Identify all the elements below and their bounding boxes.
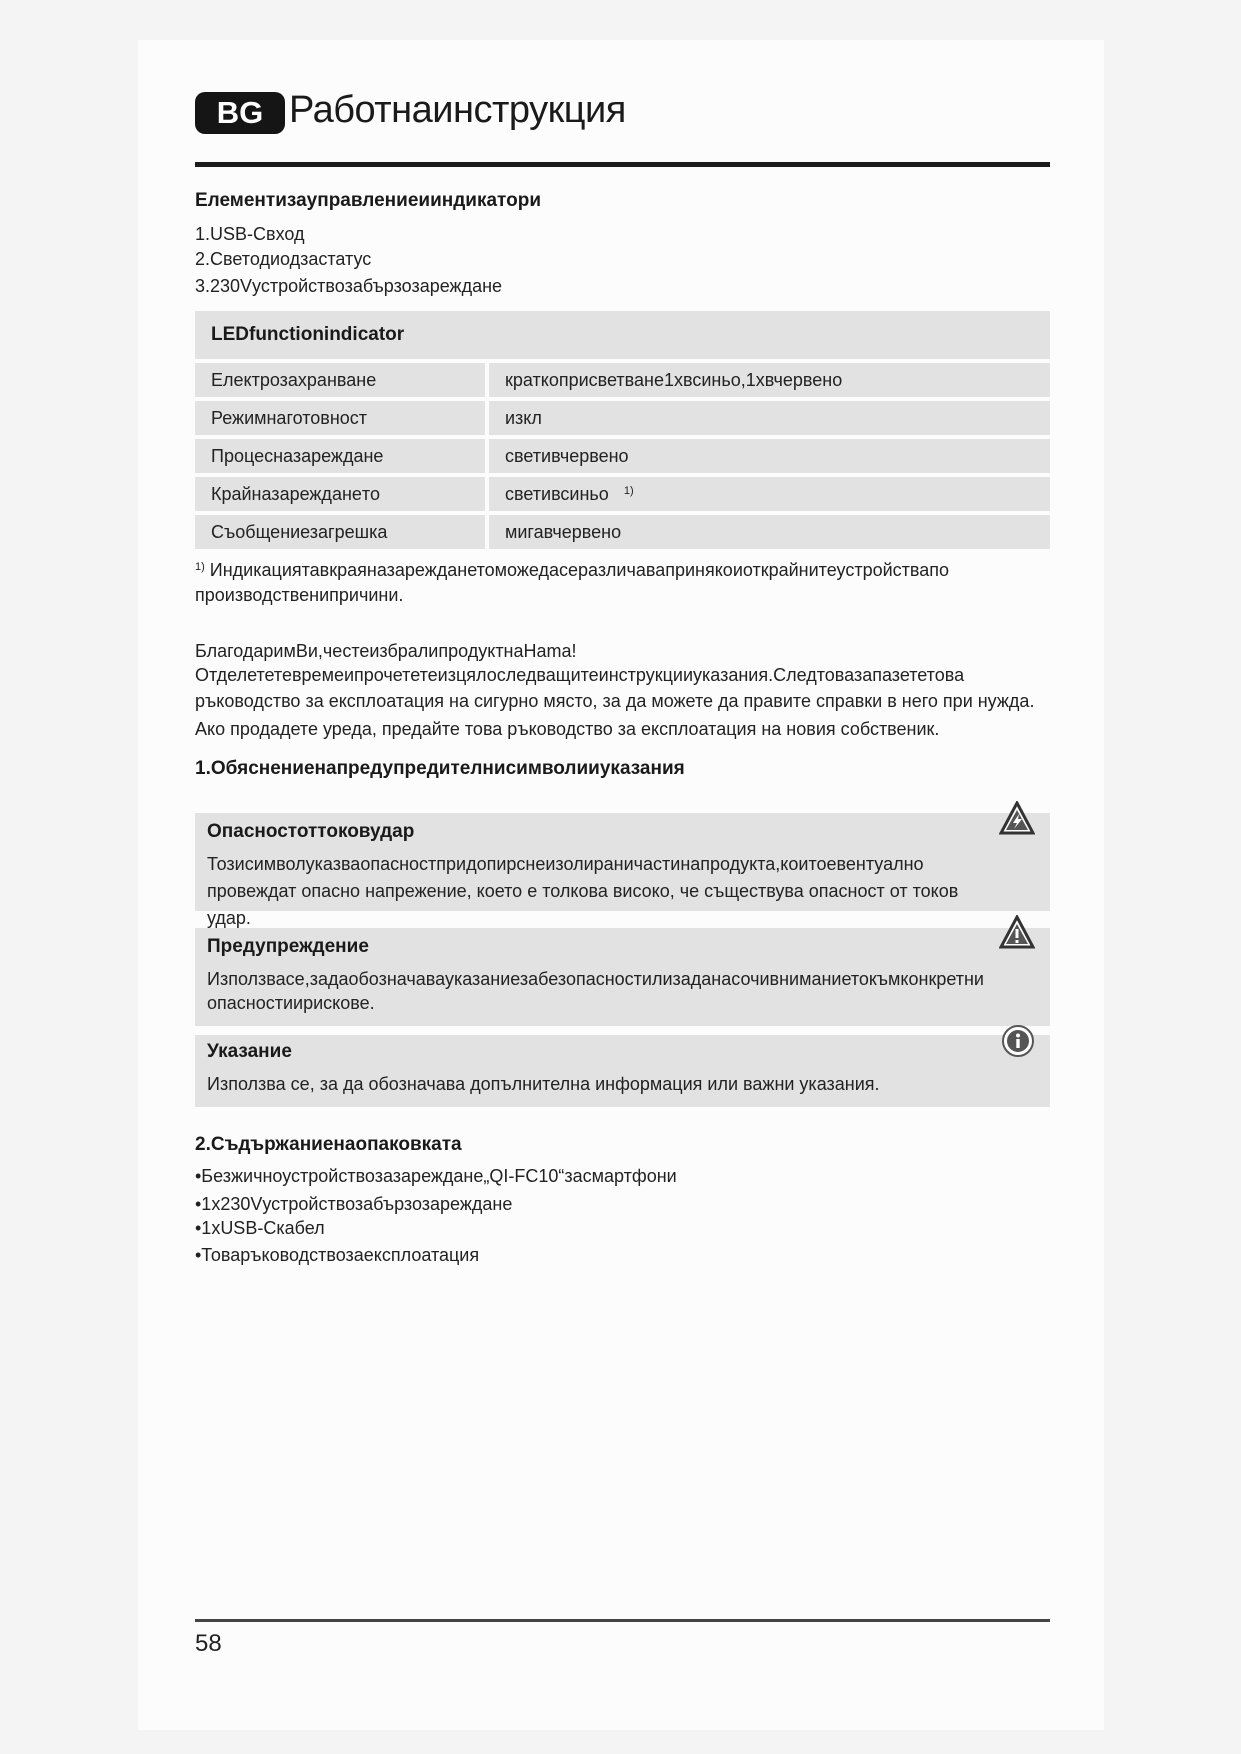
intro-text: Отделететевремеипрочететеизцялоследващитеинструкцииуказания.Следтовазапазететова [195, 665, 965, 685]
controls-heading: Елементизауправлениеииндикатори [195, 190, 542, 211]
table-cell-text: светивсиньо [505, 483, 609, 504]
table-row [195, 515, 1050, 549]
danger-box [195, 813, 1050, 928]
intro-text: БлагодаримВи,честеизбралипродуктнаHama! [195, 641, 577, 661]
warning-text: Използвасе,задаобозначавауказаниезабезопасностилизаданасочивниманиетокъмконкретни [207, 969, 984, 989]
list-item: •Безжичноустройствозазареждане„QI-FC10“засмартфони [195, 1166, 677, 1186]
table-header: LEDfunctionindicator [195, 311, 1050, 359]
table-cell-value [489, 477, 1050, 511]
footnote-continuation: производственипричини. [195, 585, 404, 605]
list-item: •1x230Vустройствозабързозареждане [195, 1194, 513, 1214]
table-row [195, 477, 1050, 511]
table-cell-value: краткоприсветване1хвсиньо,1хвчервено [489, 363, 1050, 397]
footer-rule [195, 1619, 1050, 1622]
footnote [195, 554, 949, 583]
table-row [195, 363, 1050, 397]
note-title: Указание [207, 1041, 292, 1062]
page-header [195, 86, 1050, 167]
table-cell-value: изкл [489, 401, 1050, 435]
list-item: •Товаръководствозаексплоатация [195, 1245, 480, 1265]
led-function-table [195, 307, 1050, 553]
footnote-marker: 1) [195, 561, 205, 573]
warning-title: Предупреждение [207, 936, 369, 957]
document-title: Работнаинструкция [289, 89, 626, 131]
warning-triangle-icon [999, 915, 1035, 949]
warning-box [195, 928, 1050, 1026]
table-cell-label: Крайназарежданeто [195, 477, 489, 511]
table-cell-value: мигавчервено [489, 515, 1050, 549]
table-cell-label: Процесназареждане [195, 439, 489, 473]
controls-item: 1.USB-Свход [195, 224, 305, 244]
warning-text: опасностиирискове. [207, 993, 375, 1013]
table-cell-label: Режимнаготовност [195, 401, 489, 435]
page-number: 58 [195, 1630, 222, 1657]
note-text: Използва се, за да обозначава допълнителна информация или важни указания. [207, 1074, 880, 1094]
note-box [195, 1035, 1050, 1107]
list-item: •1xUSB-Скабел [195, 1218, 325, 1238]
section2-heading: 2.Съдържаниенаопаковката [195, 1134, 462, 1155]
table-row [195, 401, 1050, 435]
language-badge: BG [195, 92, 285, 134]
danger-title: Опасностоттоковудар [207, 821, 415, 842]
intro-text: ръководство за експлоатация на сигурно място, за да можете да правите справки в него при нужда. [195, 691, 1035, 711]
danger-triangle-icon [999, 801, 1035, 835]
danger-text: провеждат опасно напрежение, което е толкова високо, че съществува опасност от токов удар. [207, 881, 959, 928]
table-row [195, 439, 1050, 473]
section1-heading: 1.Обяснениенапредупредителнисимволииуказания [195, 758, 685, 779]
controls-item: 2.Светодиодзастатус [195, 249, 372, 269]
table-cell-label: Електрозахранване [195, 363, 489, 397]
footnote-ref: 1) [623, 484, 634, 497]
danger-text: Тозисимволуказваопасностпридопирснеизолираничастинапродукта,коитоевентуално [207, 854, 924, 874]
table-cell-value: светивчервено [489, 439, 1050, 473]
table-header-row [195, 311, 1050, 359]
controls-item: 3.230Vустройствозабързозареждане [195, 276, 503, 296]
intro-text: Ако продадете уреда, предайте това ръководство за експлоатация на новия собственик. [195, 719, 940, 739]
info-icon [1001, 1024, 1037, 1058]
table-cell-label: Съобщениезагрешка [195, 515, 489, 549]
footnote-text: Индикациятавкраяназарежданетоможедасеразличавапринякоиоткрайнитеустройствапо [209, 560, 950, 580]
